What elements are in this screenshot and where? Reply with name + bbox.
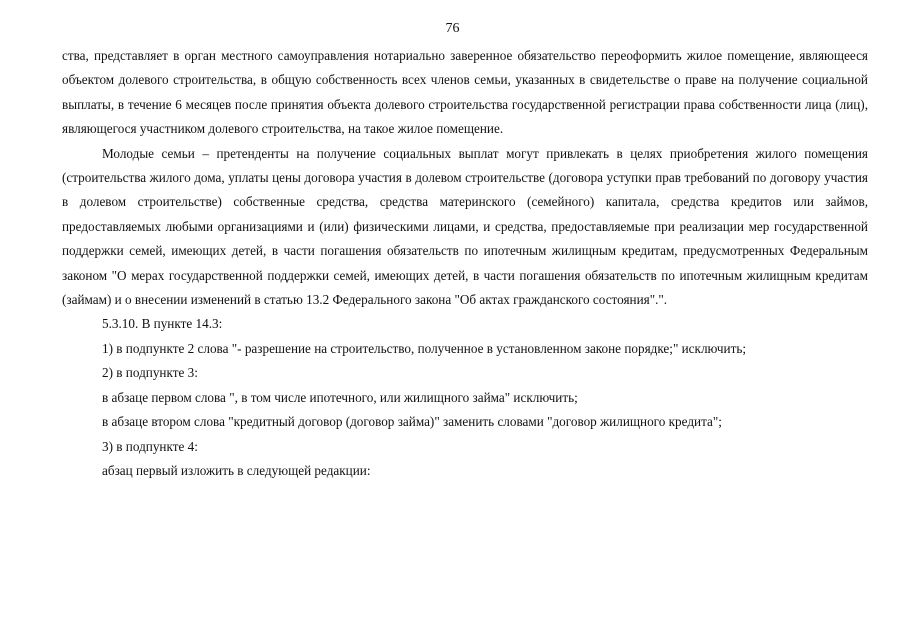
subclause-2-paragraph-2: в абзаце втором слова "кредитный договор (договор займа)" заменить словами "договор жилищного кредита"; — [102, 414, 722, 430]
subclause-1: 1) в подпункте 2 слова "- разрешение на строительство, полученное в установленном законе порядке;" исключить; — [102, 340, 747, 356]
subclause-2: 2) в подпункте 3: — [102, 365, 198, 381]
page-number: 76 — [445, 21, 460, 36]
paragraph-young-families: Молодые семьи – претенденты на получение социальных выплат могут привлекать в целях приобретения жилого помещения (строительства жилого дома, уплаты цены договора участия в долевом строительстве (договора уступки прав требований по договору участия в долевом строительстве) собственные средства, средства материнского (семейного) капитала, средства кредитов или займов, предоставляемых любыми организациями и (или) физическими лицами, и средства, предоставляемые при реализации мер государственной поддержки семей, имеющих детей, в части погашения обязательств по ипотечным жилищным кредитам, предусмотренных Федеральным законом "О мерах государственной поддержки семей, имеющих детей, в части погашения обязательств по ипотечным жилищным кредитам (займам) и о внесении изменений в статью 13.2 Федерального закона "Об актах гражданского состояния".". — [62, 145, 868, 308]
subclause-3-paragraph-1: абзац первый изложить в следующей редакции: — [102, 462, 371, 478]
paragraph-continuation: ства, представляет в орган местного самоуправления нотариально заверенное обязательство переоформить жилое помещение, являющееся объектом долевого строительства, в общую собственность всех членов семьи, указанных в свидетельстве о праве на получение социальной выплаты, в течение 6 месяцев после принятия объекта долевого строительства государственной регистрации права собственности лица (лиц), являющегося участником долевого строительства, на такое жилое помещение. — [62, 48, 868, 137]
clause-5-3-10: 5.3.10. В пункте 14.3: — [102, 316, 223, 332]
document-body — [62, 44, 868, 483]
subclause-3: 3) в подпункте 4: — [102, 438, 198, 454]
subclause-2-paragraph-1: в абзаце первом слова ", в том числе ипотечного, или жилищного займа" исключить; — [102, 389, 578, 405]
